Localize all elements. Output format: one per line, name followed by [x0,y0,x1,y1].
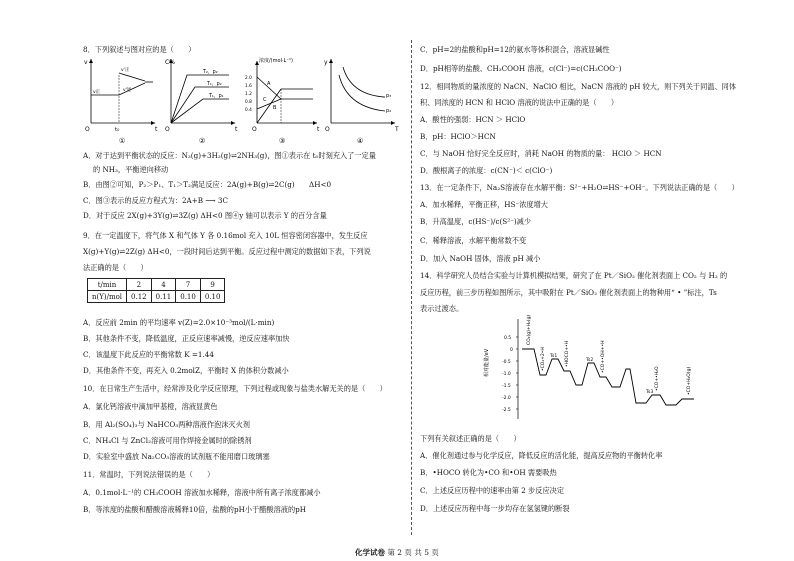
svg-text:B: B [273,105,277,111]
g3-label: ③ [279,137,286,145]
figure-1-velocity-time [83,55,163,145]
q8-option-c: C．图③表示的反应方程式为：2A+B ⟶ 3C [83,196,228,205]
energy-profile-line [522,349,694,405]
q9-stem-2: X(g)+Y(g)⇌2Z(g) ΔH<0，一段时间后达到平衡。反应过程中测定的数据如下表，下列说 [83,247,371,256]
q11-option-a: A．0.1mol·L⁻¹的 CH₃COOH 溶液加水稀释，溶液中所有离子浓度都减小 [83,488,321,497]
q14-option-a: A．催化剂通过参与化学反应，降低反应的活化能，提高反应物的平衡转化率 [420,451,663,460]
g2-ylabel: C% [165,59,175,66]
svg-text:•CO+•H₂O: •CO+•H₂O [655,366,660,391]
g1-v-pos [119,73,145,81]
svg-text:•CO+•OH+•H: •CO+•OH+•H [601,340,606,373]
svg-text:1.6: 1.6 [245,84,252,89]
svg-text:Ts3: Ts3 [646,390,654,395]
q8-option-b: B．由图②可知，P₂＞P₁、T₁＞T₂满足反应：2A(g)+B(g)⇌2C(g) ΔH<0 [83,180,332,189]
q13-option-c: C．稀释溶液，水解平衡常数不变 [420,236,527,245]
q11-option-d: D．pH相等的盐酸、CH₃COOH 溶液，c(Cl⁻)=c(CH₃COO⁻) [420,64,622,73]
svg-text:•CO₂+2•H: •CO₂+2•H [541,347,546,371]
q9-stem-1: 9．在一定温度下，将气体 X 和气体 Y 各 0.16mol 充入 10L 恒容密闭容器中，发生反应 [83,231,368,240]
figure-3-concentration-time [243,55,323,145]
q12-stem-2: 积、同浓度的 HCN 和 HClO 溶液的说法中正确的是（ ） [420,98,619,107]
svg-text:-1.0: -1.0 [502,372,511,377]
right-column [420,0,790,561]
g1-vneg2: v'逆 [123,88,132,93]
g1-vpos2: v'正 [121,68,130,73]
svg-text:0.8: 0.8 [245,100,252,105]
svg-text:O: O [165,126,170,133]
g2-c1: T₂，p₂ [203,70,218,75]
g1-vpos: v正 [93,90,101,95]
q14-option-d: D．上述反应历程中每一步均存在氢氢键的断裂 [420,504,570,513]
g4-curve-p3 [343,67,385,97]
q12-option-b: B．pH：HClO＞HCN [420,132,496,141]
q12-stem-1: 12．相同物质的量浓度的 NaCN、NaClO 相比，NaCN 溶液的 pH 较大，则下列关于同温、同体 [420,82,737,91]
q11-stem: 11．常温时，下列说法错误的是（ ） [83,470,215,479]
q12-option-c: C．与 NaOH 恰好完全反应时，消耗 NaOH 的物质的量： HClO ＞ HCN [420,149,662,158]
q9-option-d: D．其他条件不变，再充入 0.2molZ，平衡时 X 的体积分数减小 [83,366,289,375]
svg-text:2.0: 2.0 [245,76,252,81]
g2-curve-2 [171,87,229,123]
table-row: n(Y)/mol 0.12 0.11 0.10 0.10 [88,291,225,303]
q10-option-c: C．NH₄Cl 与 ZnCl₂溶液可用作焊接金属时的除锈剂 [83,436,252,445]
svg-text:C: C [263,97,267,103]
q9-stem-3: 法正确的是（ ） [83,263,148,272]
g3-line-C [257,89,281,123]
svg-text:p₃: p₃ [386,93,392,99]
q14-option-b: B．•HOCO 转化为•CO 和•OH 需要吸热 [420,468,557,477]
svg-text:1.2: 1.2 [245,92,252,97]
q8-option-a: A．对于达到平衡状态的反应：N₂(g)+3H₂(g)⇌2NH₃(g)，图①表示在 t₀时刻充入了一定量 [83,151,376,160]
svg-text:0.4: 0.4 [245,108,252,113]
q10-option-a: A．氯化钙溶液中滴加甲基橙，溶液显黄色 [83,402,218,411]
q14-stem-2: 反应历程，前三步历程如图所示，其中吸附在 Pt／SiO₂ 催化剂表面上的物种用“ • ”标注，Ts [420,288,717,297]
q12-option-a: A．酸性的强弱：HCN ＞ HClO [420,115,526,124]
q8-stem: 8．下列叙述与图对应的是（ ） [83,45,196,54]
g3-ylabel: 浓度/(mol·L⁻¹) [259,58,293,64]
q13-option-b: B．升高温度，c(HS⁻)/c(S²⁻)减少 [420,217,532,226]
footer-page: 第 2 页 共 5 页 [387,548,439,557]
svg-text:-2.0: -2.0 [502,396,511,401]
g4-label: ④ [357,137,364,145]
q8-option-d: D．对于反应 2X(g)+3Y(g)⇌3Z(g) ΔH<0 图④y 轴可以表示 Y 的百分含量 [83,211,327,220]
svg-text:0: 0 [510,348,513,353]
q8-option-a-cont: 的 NH₃，平衡逆向移动 [93,165,169,174]
svg-text:Ts2: Ts2 [586,358,594,363]
g2-c2: T₁，p₂ [207,82,222,87]
svg-text:•CO+H₂O(g): •CO+H₂O(g) [687,366,692,395]
figure-2-percent-time [163,55,243,145]
g2-curve-3 [171,99,229,123]
q14-stem-3: 表示过渡态。 [420,304,464,313]
svg-text:CO₂(g)+H₂(g): CO₂(g)+H₂(g) [527,314,532,345]
q9-option-c: C．该温度下此反应的平衡常数 K =1.44 [83,350,214,359]
svg-text:A: A [267,81,271,87]
q13-option-d: D．加入 NaOH 固体，溶液 pH 减小 [420,254,541,263]
reaction-energy-diagram [480,313,730,428]
svg-text:•HOCO+•H: •HOCO+•H [565,340,570,367]
q10-option-b: B．用 Al₂(SO₄)₃与 NaHCO₃两种溶液作泡沫灭火剂 [83,420,250,429]
g2-label: ② [199,137,206,145]
page-footer [355,547,439,558]
column-divider [411,40,412,535]
q13-option-a: A．加水稀释，平衡正移，HS⁻浓度增大 [420,200,548,209]
table-header-row: t/min 2 4 7 9 [88,279,225,291]
footer-title: 化学试卷 [355,548,385,557]
g4-curve-p4 [339,75,385,111]
g1-t0: t₀ [115,127,120,133]
g1-ylabel: v [84,59,88,66]
energy-ylabel: 相对能量/eV [484,348,490,377]
q11-option-c: C．pH=2的盐酸和pH=12的氨水等体积混合，溶液显碱性 [420,45,610,54]
svg-text:y: y [324,59,328,66]
q14-after: 下列有关叙述正确的是（ ） [420,434,521,443]
g3-line-B [257,99,281,109]
svg-text:t: t [317,126,320,133]
q14-option-c: C．上述反应历程中的速率由第 2 步反应决定 [420,486,565,495]
svg-text:p₄: p₄ [386,108,392,114]
q13-stem: 13．在一定条件下，Na₂S溶液存在水解平衡：S²⁻+H₂O⇌HS⁻+OH⁻。下列说法正确的是（ ） [420,183,739,192]
g2-c3: T₁，p₁ [209,94,224,99]
q9-data-table [87,278,225,303]
svg-text:-2.5: -2.5 [502,408,511,413]
q14-stem-1: 14．科学研究人员结合实验与计算机模拟结果，研究了在 Pt／SiO₂ 催化剂表面上 CO₂ 与 H₂ 的 [420,271,728,280]
q10-stem: 10．在日常生产生活中，经常涉及化学反应原理，下列过程或现象与盐类水解无关的是（ ） [83,384,387,393]
g1-origin: O [85,126,90,133]
svg-text:t: t [235,126,238,133]
q9-option-b: B．其他条件不变，降低温度，正反应速率减慢，逆反应速率加快 [83,334,290,343]
figure-4-y-temperature [323,55,401,145]
left-column [83,0,401,561]
svg-text:O: O [252,126,257,133]
g1-xlabel: t [155,126,158,133]
svg-text:-0.5: -0.5 [502,360,511,365]
q12-option-d: D．酸根离子的浓度：c(CN⁻)＜ c(ClO⁻) [420,166,553,175]
q9-option-a: A．反应前 2min 的平均速率 v(Z)=2.0×10⁻³mol/(L·min) [83,318,275,327]
svg-text:Ts1: Ts1 [550,354,558,359]
q10-option-d: D．实验室中盛放 Na₂CO₃溶液的试剂瓶不能用磨口玻璃塞 [83,452,270,461]
svg-text:T: T [395,126,399,133]
svg-text:O: O [325,126,330,133]
svg-text:-1.5: -1.5 [502,384,511,389]
g1-label: ① [119,137,126,145]
svg-text:0.5: 0.5 [504,336,512,341]
q11-option-b: B．等浓度的盐酸和醋酸溶液稀释10倍，盐酸的pH小于醋酸溶液的pH [83,505,307,514]
